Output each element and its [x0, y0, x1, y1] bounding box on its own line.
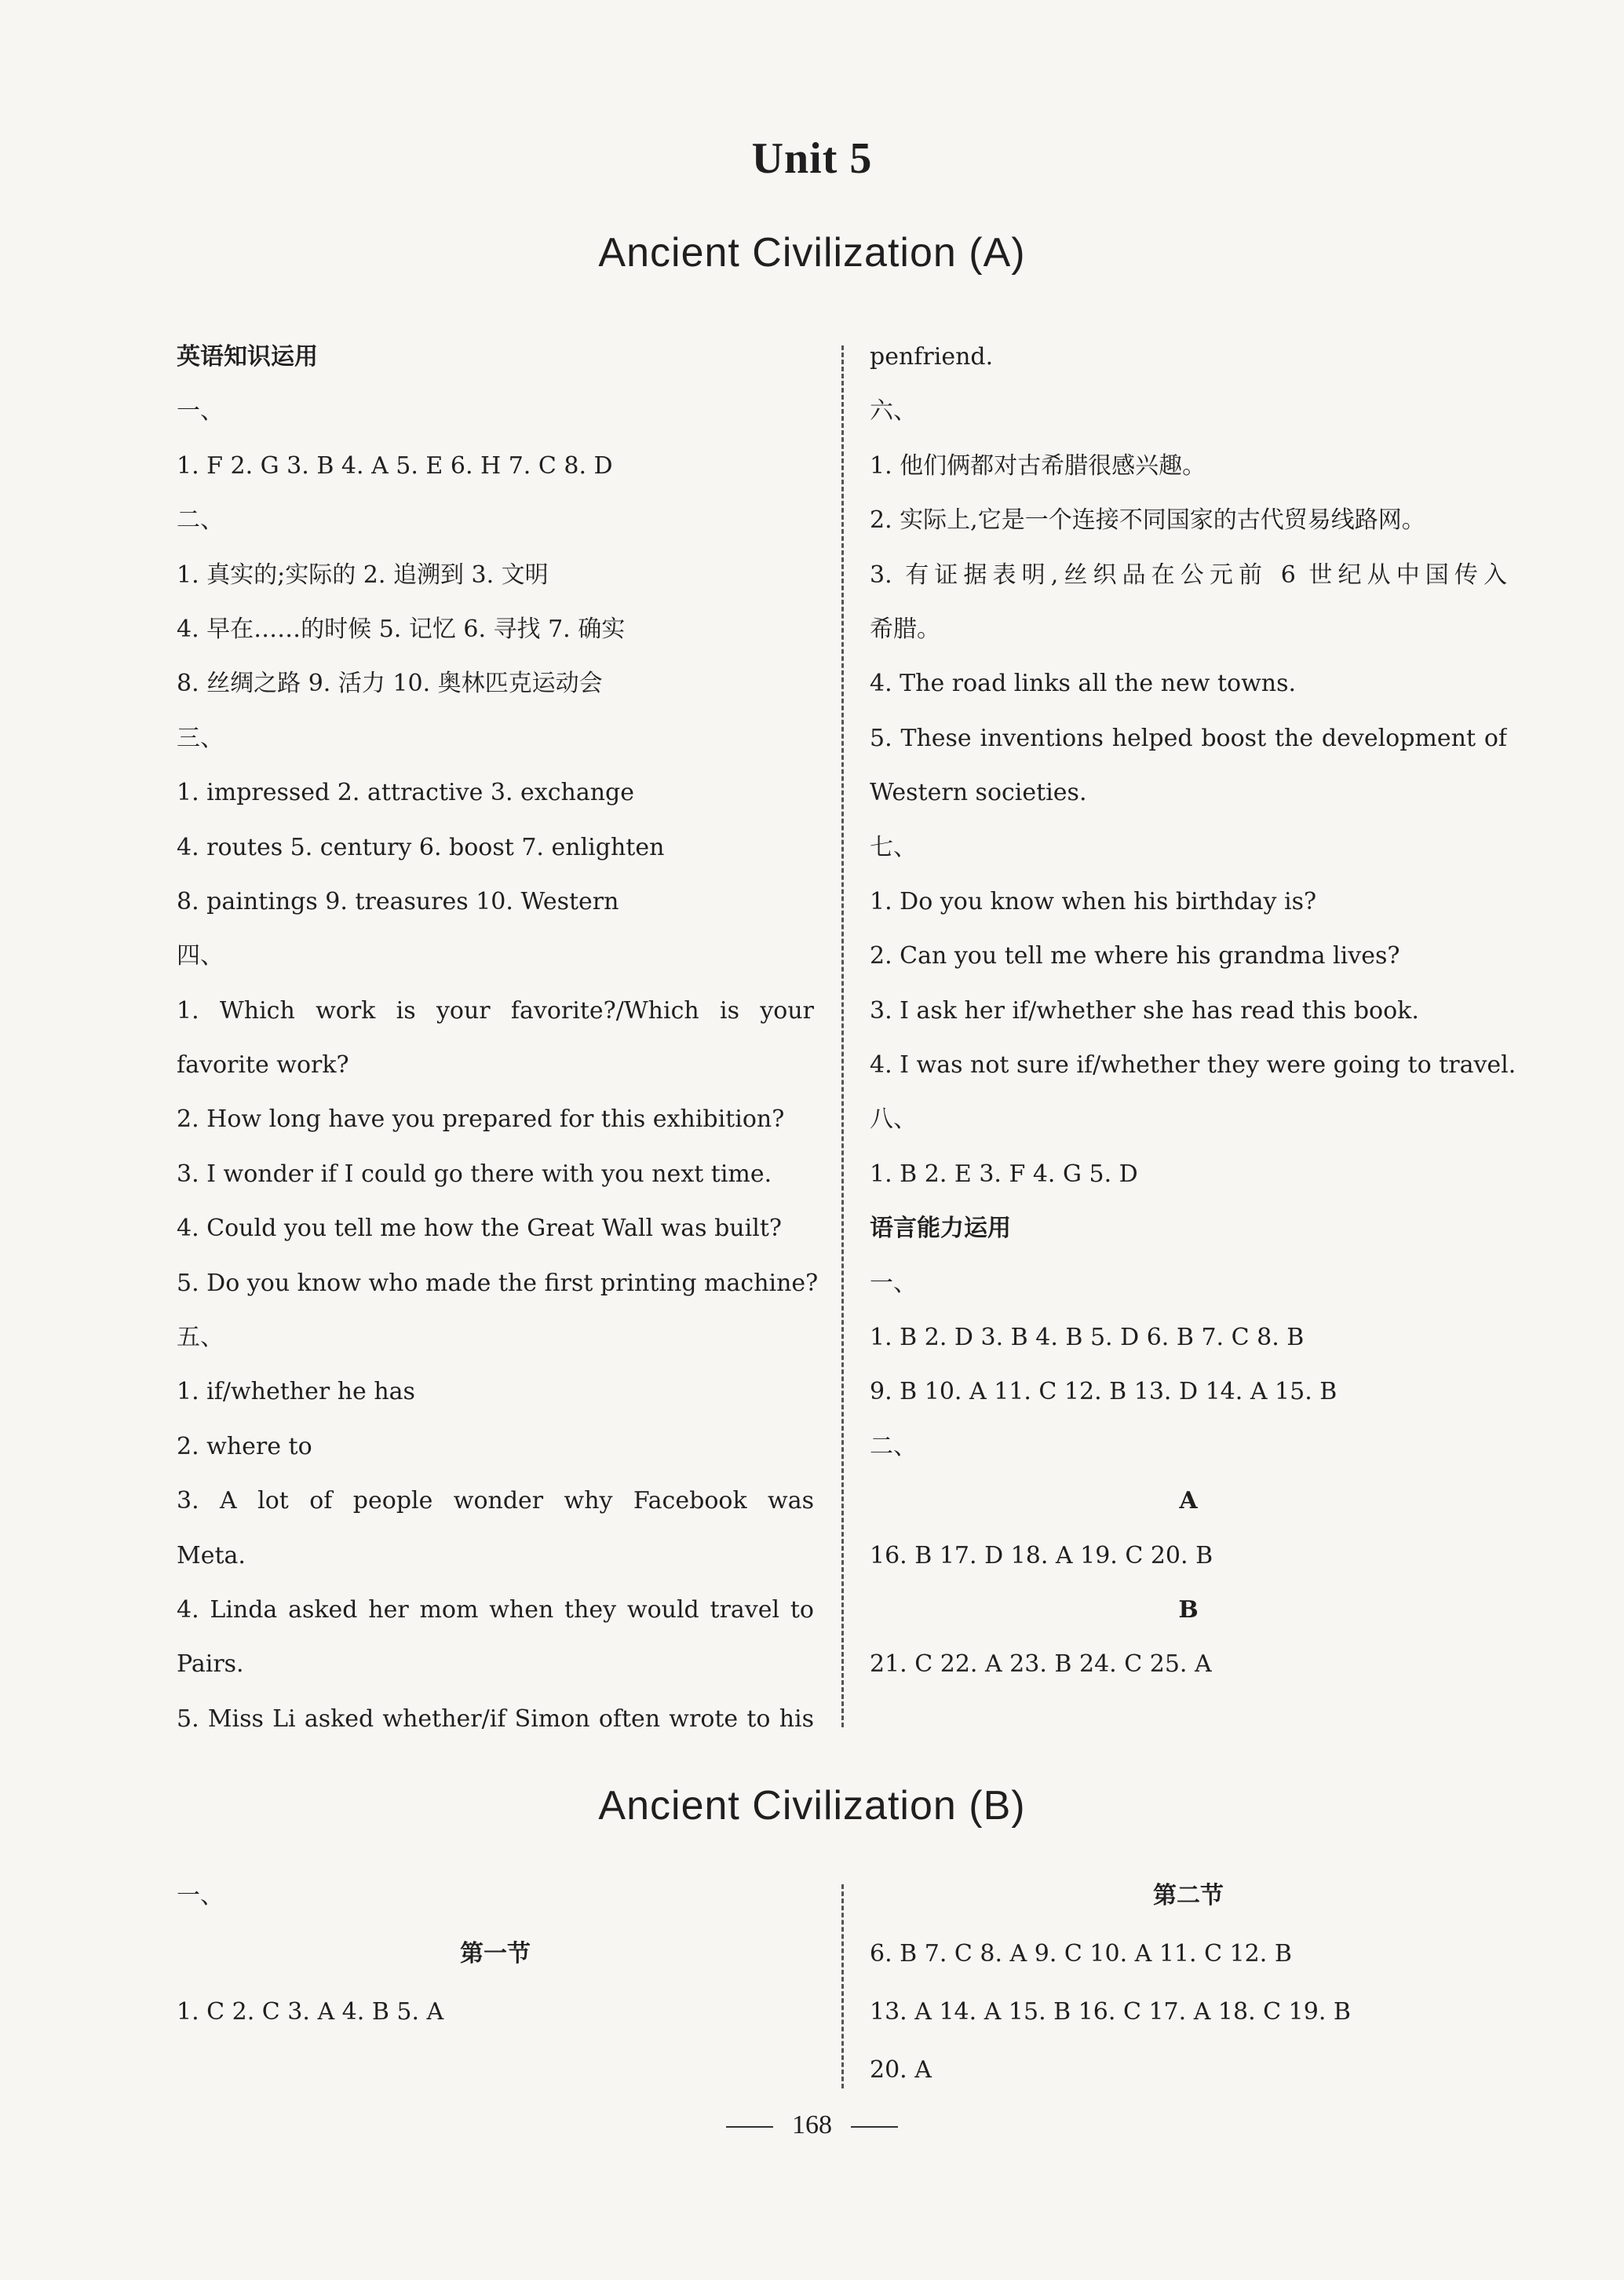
answer-line: 2. 实际上,它是一个连接不同国家的古代贸易线路网。: [870, 506, 1425, 535]
answer-line: 1. Do you know when his birthday is?: [870, 887, 1317, 915]
answer-line: favorite work?: [177, 1051, 349, 1080]
section-b-right-column: [870, 1867, 1507, 2099]
answer-line: 四、: [177, 942, 224, 970]
section-a-right-column: [870, 330, 1516, 1692]
footer-rule-right: [851, 2126, 898, 2128]
answer-line: 13. A 14. A 15. B 16. C 17. A 18. C 19. B: [870, 1998, 1351, 2026]
answer-line: 二、: [870, 1432, 917, 1460]
answer-line: Meta.: [177, 1541, 246, 1569]
page-number: 168: [792, 2110, 832, 2139]
answer-line: 8. paintings 9. treasures 10. Western: [177, 887, 619, 915]
section-heading: 英语知识运用: [177, 343, 318, 371]
answer-line: 3. I ask her if/whether she has read this book.: [870, 996, 1419, 1025]
answer-line: 4. I was not sure if/whether they were going to travel.: [870, 1051, 1516, 1080]
passage-label: A: [1179, 1487, 1198, 1515]
answer-line: penfriend.: [870, 343, 994, 371]
section-b-title: Ancient Civilization (B): [598, 1783, 1026, 1829]
answer-line: 3. I wonder if I could go there with you next time.: [177, 1160, 772, 1188]
answer-line: 一、: [177, 1882, 224, 1909]
answer-line: 4. Could you tell me how the Great Wall was built?: [177, 1215, 782, 1243]
answer-line: 希腊。: [870, 615, 940, 643]
answer-line: 21. C 22. A 23. B 24. C 25. A: [870, 1650, 1212, 1679]
answer-line: 1. impressed 2. attractive 3. exchange: [177, 779, 634, 807]
answer-line: 5. These inventions helped boost the development of: [870, 724, 1507, 752]
answer-line: 2. Can you tell me where his grandma lives?: [870, 942, 1400, 970]
unit-title: Unit 5: [751, 134, 873, 183]
column-divider: [841, 345, 844, 1727]
answer-line: 4. The road links all the new towns.: [870, 670, 1297, 698]
answer-line: 3. A lot of people wonder why Facebook was: [177, 1487, 814, 1515]
section-heading: 语言能力运用: [870, 1215, 1011, 1243]
answer-line: 一、: [177, 397, 224, 426]
answer-line: Western societies.: [870, 779, 1087, 807]
section-b-left-column: [177, 1867, 814, 2041]
answer-line: 1. 他们俩都对古希腊很感兴趣。: [870, 451, 1206, 480]
answer-line: 八、: [870, 1105, 917, 1134]
column-divider-b: [841, 1884, 844, 2088]
section-a-left-column: [177, 330, 819, 1746]
answer-line: 20. A: [870, 2056, 932, 2084]
answer-line: 五、: [177, 1324, 224, 1352]
answer-line: 8. 丝绸之路 9. 活力 10. 奥林匹克运动会: [177, 670, 603, 698]
answer-line: 5. Do you know who made the first printing machine?: [177, 1269, 819, 1297]
answer-line: 4. 早在……的时候 5. 记忆 6. 寻找 7. 确实: [177, 615, 626, 643]
answer-line: 5. Miss Li asked whether/if Simon often wrote to his: [177, 1705, 814, 1733]
footer-rule-left: [726, 2126, 773, 2128]
answer-line: 2. where to: [177, 1432, 312, 1460]
answer-line: 1. B 2. D 3. B 4. B 5. D 6. B 7. C 8. B: [870, 1324, 1305, 1352]
subsection-heading: 第一节: [460, 1940, 531, 1968]
answer-line: 9. B 10. A 11. C 12. B 13. D 14. A 15. B: [870, 1378, 1338, 1406]
answer-line: 4. routes 5. century 6. boost 7. enlighten: [177, 833, 665, 861]
section-a-title: Ancient Civilization (A): [598, 230, 1026, 276]
answer-line: 二、: [177, 506, 224, 535]
answer-line: Pairs.: [177, 1650, 244, 1679]
answer-line: 16. B 17. D 18. A 19. C 20. B: [870, 1541, 1213, 1569]
answer-line: 1. 真实的;实际的 2. 追溯到 3. 文明: [177, 561, 549, 589]
answer-line: 3. 有证据表明,丝织品在公元前 6 世纪从中国传入: [870, 561, 1507, 589]
answer-line: 4. Linda asked her mom when they would travel to: [177, 1595, 814, 1624]
answer-line: 一、: [870, 1269, 917, 1297]
answer-line: 七、: [870, 833, 917, 861]
answer-line: 六、: [870, 397, 917, 426]
answer-line: 1. B 2. E 3. F 4. G 5. D: [870, 1160, 1138, 1188]
answer-line: 1. if/whether he has: [177, 1378, 415, 1406]
subsection-heading: 第二节: [1153, 1882, 1224, 1909]
page-number-footer: [0, 2110, 1624, 2140]
answer-line: 1. C 2. C 3. A 4. B 5. A: [177, 1998, 444, 2026]
passage-label: B: [1178, 1595, 1199, 1624]
answer-line: 2. How long have you prepared for this exhibition?: [177, 1105, 785, 1134]
answer-line: 1. Which work is your favorite?/Which is your: [177, 996, 814, 1025]
answer-line: 1. F 2. G 3. B 4. A 5. E 6. H 7. C 8. D: [177, 451, 613, 480]
answer-line: 三、: [177, 724, 224, 752]
answer-line: 6. B 7. C 8. A 9. C 10. A 11. C 12. B: [870, 1940, 1292, 1968]
